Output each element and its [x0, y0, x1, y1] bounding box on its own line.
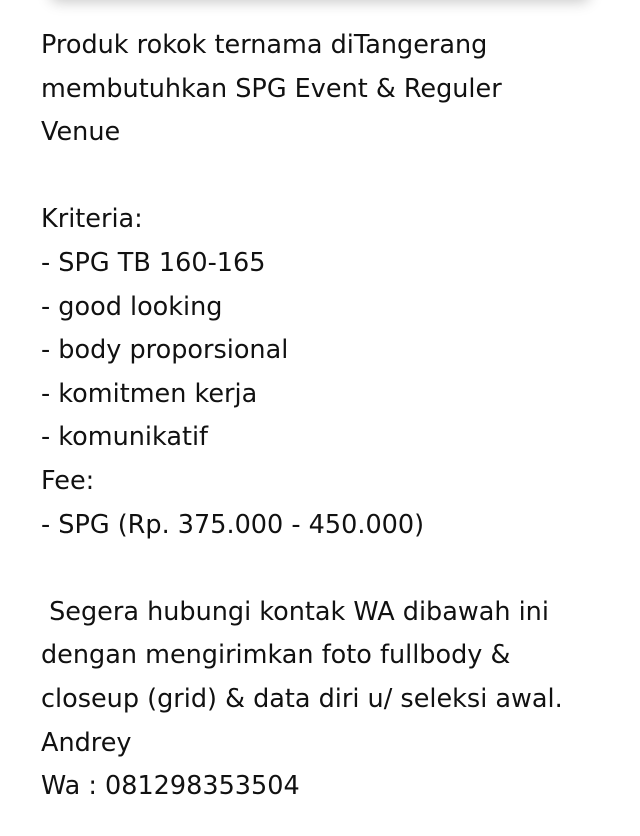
criteria-item: - komunikatif [41, 422, 209, 453]
criteria-item: - body proporsional [41, 335, 289, 366]
fee-item: - SPG (Rp. 375.000 - 450.000) [41, 509, 425, 540]
contact-wa: Wa : 081298353504 [41, 771, 300, 802]
criteria-item: - SPG TB 160-165 [41, 247, 266, 278]
criteria-item: - komitmen kerja [41, 378, 258, 409]
intro-line: membutuhkan SPG Event & Reguler [41, 73, 502, 104]
blank-line [41, 547, 631, 591]
contact-name: Andrey [41, 727, 132, 758]
criteria-item: - good looking [41, 291, 223, 322]
intro-line: Venue [41, 117, 121, 148]
criteria-heading: Kriteria: [41, 204, 143, 235]
contact-line: closeup (grid) & data diri u/ seleksi awal. [41, 683, 563, 714]
contact-line: dengan mengirimkan foto fullbody & [41, 640, 511, 671]
job-post-text [41, 24, 631, 809]
contact-line: Segera hubungi kontak WA dibawah ini [41, 596, 549, 627]
blank-line [41, 155, 631, 199]
intro-line: Produk rokok ternama diTangerang [41, 30, 488, 60]
fee-heading: Fee: [41, 465, 95, 496]
